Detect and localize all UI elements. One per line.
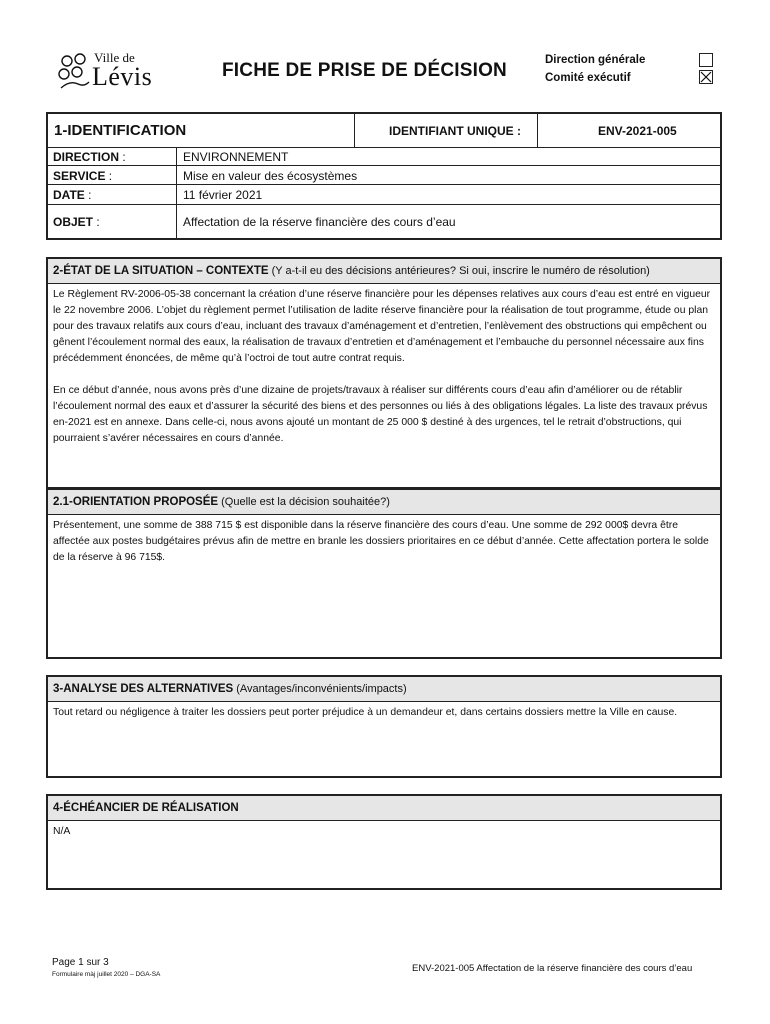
row-value-objet: Affectation de la réserve financière des cours d’eau <box>183 215 456 229</box>
row-key: SERVICE <box>53 169 106 183</box>
logo-text-top: Ville de <box>94 50 135 65</box>
paragraph: N/A <box>53 826 71 837</box>
ville-de-levis-logo <box>56 50 160 92</box>
checked-x-icon <box>700 71 712 83</box>
identification-row-date <box>48 185 720 205</box>
row-key-sep: : <box>119 150 126 164</box>
identification-row-objet <box>48 205 720 238</box>
section-hint: (Quelle est la décision souhaitée?) <box>218 496 390 508</box>
logo-text-main: Lévis <box>92 62 153 91</box>
identification-header <box>48 114 720 148</box>
section-body <box>48 702 720 721</box>
section-title: 2.1-ORIENTATION PROPOSÉE <box>53 496 219 508</box>
page-number: Page 1 sur 3 <box>52 957 109 968</box>
section-hint: (Y a-t-il eu des décisions antérieures? Si oui, inscrire le numéro de résolution) <box>268 265 650 277</box>
section-analyse-alternatives <box>46 675 722 778</box>
section-title: 4-ÉCHÉANCIER DE RÉALISATION <box>53 802 239 814</box>
identification-title: 1-IDENTIFICATION <box>54 122 187 139</box>
section-echeancier <box>46 794 722 890</box>
row-key: OBJET <box>53 215 94 229</box>
paragraph: Le Règlement RV-2006-05-38 concernant la création d’une réserve financière pour les dépenses relatives aux cours d’eau est entré en vigueur le 22 novembre 2006. L’objet du règlement permet l’utilisation de ladite réserve financière pour la réalisation de tout programme, étude ou plan pour des travaux relatifs aux cours d’eau, incluant des travaux d’aménagement et d’entretien, l’enlèvement des obstructions qui empêchent ou gênent l’écoulement normal des eaux, la réalisation de travaux d’entretien et d’aménagement et l’embauche du personnel nécessaire aux fins précédemment énoncées, de même qu’à l’octroi de tout autre contrat requis. <box>53 289 711 364</box>
paragraph: Tout retard ou négligence à traiter les dossiers peut porter préjudice à un demandeur et, dans certains dossiers mettre la Ville en cause. <box>53 707 678 718</box>
row-key-sep: : <box>93 215 100 229</box>
row-key: DATE <box>53 188 85 202</box>
identifier-label: IDENTIFIANT UNIQUE : <box>389 124 521 138</box>
row-value-service: Mise en valeur des écosystèmes <box>183 169 358 183</box>
identifier-value: ENV-2021-005 <box>598 124 677 138</box>
distribution-label-comite-executif: Comité exécutif <box>545 72 631 84</box>
distribution-label-direction-generale: Direction générale <box>545 54 646 66</box>
section-body <box>48 515 720 566</box>
document-title: FICHE DE PRISE DE DÉCISION <box>222 60 507 81</box>
section-orientation-proposee <box>46 488 722 659</box>
row-value-direction: ENVIRONNEMENT <box>183 150 289 164</box>
identification-section <box>46 112 722 240</box>
row-key-sep: : <box>84 188 92 202</box>
row-key: DIRECTION <box>53 150 119 164</box>
section-header <box>48 677 720 702</box>
checkbox-comite-executif[interactable] <box>699 70 713 84</box>
section-header <box>48 259 720 284</box>
section-body <box>48 284 720 447</box>
form-version: Formulaire màj juillet 2020 – DGA-SA <box>52 971 161 978</box>
checkbox-direction-generale[interactable] <box>699 53 713 67</box>
logo-emblem-icon <box>56 52 92 92</box>
identification-row-direction <box>48 147 720 166</box>
section-header <box>48 490 720 515</box>
paragraph: En ce début d’année, nous avons près d’une dizaine de projets/travaux à réaliser sur différents cours d’eau afin d’améliorer ou de rétablir l’écoulement normal des eaux et d’assurer la sécurité des biens et des personnes ou liés à des obligations légales. La liste des travaux prévus en-2021 est en annexe. Dans celle-ci, nous avons ajouté un montant de 25 000 $ destiné à des urgences, tel le retrait d’obstructions, qui pourraient s’avérer nécessaires en cours d’année. <box>53 385 708 444</box>
row-value-date: 11 février 2021 <box>183 188 263 202</box>
paragraph: Présentement, une somme de 388 715 $ est disponible dans la réserve financière des cours d’eau. Une somme de 292 000$ devra être affectée aux postes budgétaires prévus afin de mettre en branle les dossiers prioritaires en ce début d’année. Cette affectation portera le solde de la réserve à 96 715$. <box>53 520 709 563</box>
identification-row-service <box>48 166 720 185</box>
row-key-sep: : <box>105 169 113 183</box>
section-header <box>48 796 720 821</box>
section-title: 2-ÉTAT DE LA SITUATION – CONTEXTE <box>53 265 269 277</box>
section-title: 3-ANALYSE DES ALTERNATIVES <box>53 683 234 695</box>
section-body <box>48 821 720 840</box>
footer-document-reference: ENV-2021-005 Affectation de la réserve financière des cours d’eau <box>412 963 693 974</box>
section-etat-situation <box>46 257 722 489</box>
section-hint: (Avantages/inconvénients/impacts) <box>233 683 407 695</box>
identifier-label-cell <box>354 114 538 147</box>
